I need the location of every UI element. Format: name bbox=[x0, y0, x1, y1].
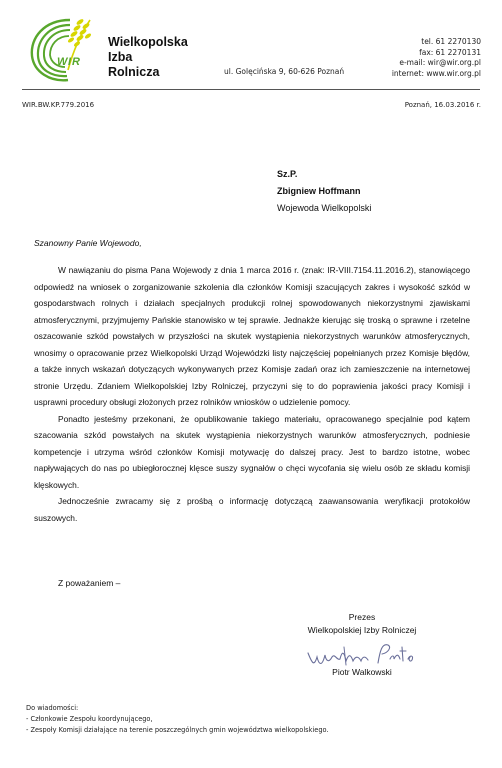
addressee-title: Wojewoda Wielkopolski bbox=[277, 203, 372, 213]
fax-number: fax: 61 2270131 bbox=[419, 47, 481, 57]
addressee-block bbox=[277, 166, 371, 217]
phone-number: tel. 61 2270130 bbox=[421, 37, 481, 46]
website-address: internet: www.wir.org.pl bbox=[391, 68, 481, 78]
organization-name-line: Rolnicza bbox=[108, 65, 160, 79]
body-paragraph: Jednocześnie zwracamy się z prośbą o informację dotyczącą zaawansowania weryfikacji protokołów suszowych. bbox=[34, 496, 470, 523]
contact-details bbox=[392, 37, 481, 79]
reference-number: WIR.BW.KP.779.2016 bbox=[22, 101, 95, 109]
signatory-name: Piotr Walkowski bbox=[332, 667, 392, 677]
email-address: e-mail: wir@wir.org.pl bbox=[399, 58, 481, 67]
handwritten-signature bbox=[304, 637, 424, 671]
copy-recipient-item: - Zespoły Komisji działające na terenie poszczególnych gmin województwa wielkopolskiego. bbox=[26, 726, 329, 734]
copy-recipients-heading: Do wiadomości: bbox=[26, 704, 79, 712]
body-paragraph: Ponadto jesteśmy przekonani, że opublikowanie takiego materiału, opracowanego specjalnie pod kątem szacowania szkód powstałych na skutek wystąpienia niekorzystnych warunków atmosferycznych, podniesie kompetencje i utrzyma wśród członków Komisji motywację do dalszej pracy. Jest to bardzo istotne, wobec napływających do nas po ubiegłorocznej klęsce suszy sygnałów o chęci wycofania się wielu osób ze składu komisji klęskowych. bbox=[34, 413, 470, 490]
addressee-name: Zbigniew Hoffmann bbox=[277, 186, 361, 196]
letter-date: Poznań, 16.03.2016 r. bbox=[404, 101, 481, 109]
closing-phrase: Z poważaniem – bbox=[58, 578, 121, 588]
signatory-organization: Wielkopolskiej Izby Rolniczej bbox=[307, 624, 417, 635]
signatory-position: Prezes bbox=[348, 612, 376, 622]
salutation: Szanowny Panie Wojewodo, bbox=[34, 238, 142, 248]
organization-name-line: Izba bbox=[108, 50, 133, 64]
organization-name bbox=[108, 35, 188, 80]
organization-address: ul. Golęcińska 9, 60-626 Poznań bbox=[224, 67, 345, 76]
copy-recipients bbox=[26, 703, 329, 736]
signatory-title bbox=[284, 611, 440, 636]
header-divider bbox=[22, 89, 480, 90]
body-paragraph: W nawiązaniu do pisma Pana Wojewody z dnia 1 marca 2016 r. (znak: IR-VIII.7154.11.2016.2), stanowiącego odpowiedź na wniosek o zorganizowanie szkolenia dla członków Komisji szacujących zakres i wysokość szkód w gospodarstwach rolnych i działach specjalnych produkcji rolnej spowodowanych niekorzystnymi zjawiskami atmosferycznymi, przyjmujemy Pańskie stanowisko w tej sprawie. Jednakże kierując się troską o sprawne i rzetelne oszacowanie szkód powstałych w przyszłości na skutek wystąpienia niekorzystnych warunków atmosferycznych, wnosimy o opracowanie przez Wielkopolski Urząd Wojewódzki listy najczęściej popełnianych przez Komisje błędów, a także innych wskazań dotyczących wykonywanych przez Komisje zadań oraz ich zamieszczenie na internetowej stronie Urzędu. Zdaniem Wielkopolskiej Izby Rolniczej, przyczyni się to do poprawienia jakości pracy Komisji i usprawni procedury obsługi złożonych przez rolników wniosków o udzielenie pomocy. bbox=[34, 265, 470, 407]
svg-text:I: I bbox=[68, 56, 72, 68]
organization-name-line: Wielkopolska bbox=[108, 35, 188, 49]
addressee-honorific: Sz.P. bbox=[277, 169, 298, 179]
letter-body bbox=[34, 262, 470, 526]
copy-recipient-item: - Członkowie Zespołu koordynującego, bbox=[26, 715, 153, 723]
svg-text:R: R bbox=[72, 56, 80, 68]
svg-text:W: W bbox=[57, 56, 68, 68]
organization-logo bbox=[24, 14, 106, 84]
